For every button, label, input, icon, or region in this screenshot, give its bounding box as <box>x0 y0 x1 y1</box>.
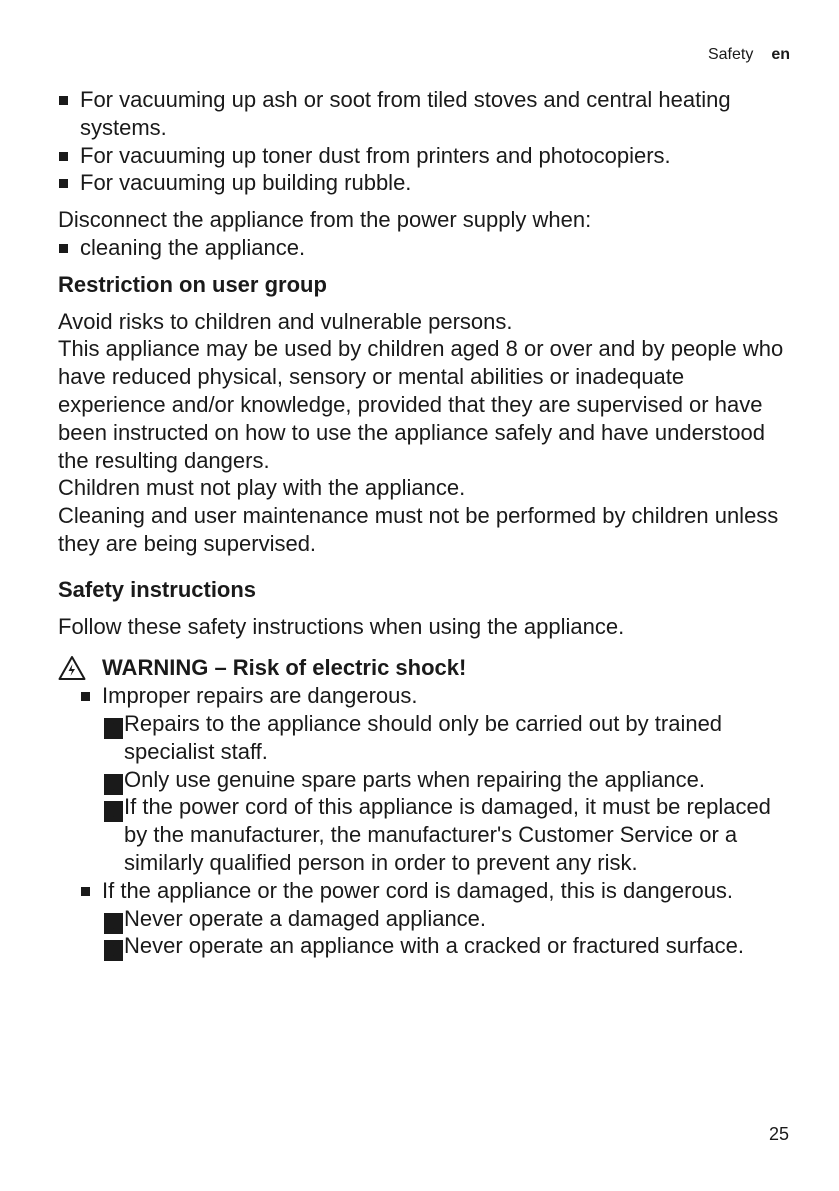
list-item: For vacuuming up ash or soot from tiled stoves and central heating systems. <box>58 86 793 142</box>
warning-title: WARNING – Risk of electric shock! <box>102 655 467 681</box>
disconnect-bullet-list <box>58 234 793 262</box>
action-item: Never operate an appliance with a cracked or fractured surface. <box>102 932 793 960</box>
warning-block <box>58 682 793 960</box>
warning-item-list <box>80 682 793 960</box>
safety-heading: Safety instructions <box>58 576 257 602</box>
action-item: Repairs to the appliance should only be carried out by trained specialist staff. <box>102 710 793 766</box>
restriction-paragraph: Avoid risks to children and vulnerable persons. <box>58 308 513 334</box>
header-language: en <box>771 46 790 63</box>
restriction-paragraph: Cleaning and user maintenance must not be performed by children unless they are being supervised. <box>58 503 779 556</box>
restriction-paragraph: Children must not play with the appliance. <box>58 475 466 501</box>
list-item: For vacuuming up building rubble. <box>58 169 793 197</box>
list-item: For vacuuming up toner dust from printers and photocopiers. <box>58 142 793 170</box>
page-number: 25 <box>768 1124 789 1144</box>
running-header <box>708 46 790 64</box>
action-item: Only use genuine spare parts when repairing the appliance. <box>102 766 793 794</box>
action-item: Never operate a damaged appliance. <box>102 905 793 933</box>
restriction-paragraph: This appliance may be used by children aged 8 or over and by people who have reduced physical, sensory or mental abilities or inadequate experience and/or knowledge, provided that they are supervised or have been instructed on how to use the appliance safely and have understood the resulting dangers. <box>58 336 784 473</box>
header-section: Safety <box>707 46 754 63</box>
warning-item <box>80 682 793 877</box>
warning-item-text: Improper repairs are dangerous. <box>102 683 418 709</box>
action-list <box>102 710 793 877</box>
list-item: cleaning the appliance. <box>58 234 793 262</box>
warning-triangle-icon <box>58 655 86 681</box>
intro-bullet-list <box>58 86 793 197</box>
action-list <box>102 905 793 961</box>
page-content <box>58 86 793 960</box>
warning-item-text: If the appliance or the power cord is damaged, this is dangerous. <box>102 877 734 903</box>
safety-intro: Follow these safety instructions when using the appliance. <box>58 613 625 639</box>
warning-header <box>58 654 793 682</box>
restriction-heading: Restriction on user group <box>58 271 327 297</box>
action-item: If the power cord of this appliance is damaged, it must be replaced by the manufacturer, the manufacturer's Customer Service or a similarly qualified person in order to prevent any risk. <box>102 793 793 876</box>
disconnect-text: Disconnect the appliance from the power supply when: <box>58 207 592 233</box>
warning-item <box>80 877 793 960</box>
